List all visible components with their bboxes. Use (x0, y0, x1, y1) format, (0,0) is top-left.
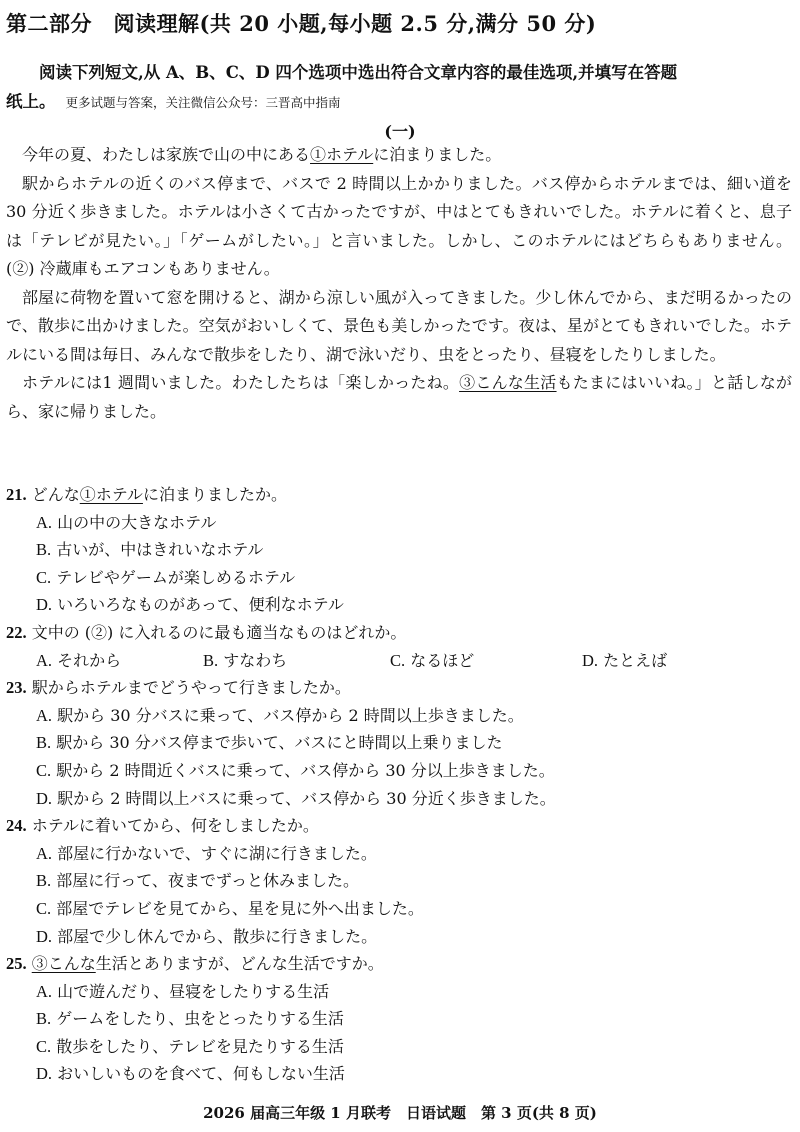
section-title: 第二部分 阅读理解(共 20 小题,每小题 2.5 分,满分 50 分) (6, 11, 597, 36)
question-21-option-d[interactable] (6, 591, 792, 619)
question-23-number: 23. (6, 678, 27, 698)
passage-paragraph-2: 駅からホテルの近くのバス停まで、バスで 2 時間以上かかりました。バス停からホテルまでは、細い道を30 分近く歩きました。ホテルは小さくて古かったですが、中はとてもきれいでした。ホテルに着くと、息子は「テレビが見たい。」「ゲームがしたい。」と言いました。しかし、このホテルにはどちらもありません。(②) 冷蔵庫もエアコンもありません。 (6, 173, 792, 278)
passage-paragraph-3: 部屋に荷物を置いて窓を開けると、湖から涼しい風が入ってきました。少し休んでから、まだ明るかったので、散歩に出かけました。空気がおいしくて、景色も美しかったです。夜は、星がとてもきれいでした。ホテルにいる間は毎日、みんなで散歩をしたり、湖で泳いだり、虫をとったり、昼寝をしたりしました。 (6, 287, 792, 364)
option-letter: A. (36, 650, 53, 670)
question-23-option-c[interactable] (6, 757, 792, 785)
option-text: 山で遊んだり、昼寝をしたりする生活 (57, 981, 330, 1001)
option-text: なるほど (410, 650, 475, 670)
q21-marked-text: ①ホテル (79, 485, 143, 504)
question-25-option-c[interactable] (6, 1033, 792, 1061)
promo-note: 更多试题与答案，关注微信公众号：三晋高中指南 (65, 95, 341, 110)
option-letter: D. (36, 595, 53, 615)
instructions-line-1: 阅读下列短文,从 A、B、C、D 四个选项中选出符合文章内容的最佳选项,并填写在答题 (39, 63, 678, 82)
question-25-stem (6, 950, 792, 978)
page-footer: 2026 届高三年级 1 月联考 日语试题 第 3 页(共 8 页) (203, 1104, 597, 1122)
p4-before: ホテルには1 週間いました。わたしたちは「楽しかったね。 (22, 373, 460, 392)
question-21-option-c[interactable] (6, 564, 792, 592)
option-letter: C. (390, 650, 406, 670)
marked-text-hotel: ①ホテル (310, 145, 374, 164)
option-text: いろいろなものがあって、便利なホテル (57, 595, 344, 615)
question-24-option-c[interactable] (6, 895, 792, 923)
option-text: すなわち (223, 650, 288, 670)
option-text: 駅から 30 分バス停まで歩いて、バスにと時間以上乗りました (56, 733, 503, 753)
question-25-option-b[interactable] (6, 1005, 792, 1033)
reading-passage (6, 141, 792, 426)
question-24-number: 24. (6, 816, 27, 836)
q21-stem-after: に泊まりましたか。 (142, 485, 287, 504)
instructions-line-2-text: 纸上。 (6, 92, 56, 111)
option-letter: C. (36, 760, 52, 780)
question-24-option-a[interactable] (6, 840, 792, 868)
passage-paragraph-1 (6, 141, 792, 170)
question-21-option-a[interactable] (6, 509, 792, 537)
question-22-options (6, 647, 792, 675)
passage-number: (一) (384, 122, 416, 141)
option-letter: A. (36, 981, 53, 1001)
q22-stem-text: 文中の (②) に入れるのに最も適当なものはどれか。 (31, 622, 407, 642)
option-text: テレビやゲームが楽しめるホテル (56, 567, 296, 587)
option-text: ゲームをしたり、虫をとったりする生活 (56, 1009, 344, 1029)
option-letter: D. (36, 788, 53, 808)
q24-stem-text: ホテルに着いてから、何をしましたか。 (31, 816, 319, 836)
p1-after: に泊まりました。 (373, 145, 502, 164)
q25-marked-text: ③こんな (31, 954, 96, 974)
option-letter: B. (36, 733, 52, 753)
option-text: 散歩をしたり、テレビを見たりする生活 (56, 1036, 344, 1056)
q25-stem-after: 生活とありますが、どんな生活ですか。 (95, 954, 384, 974)
instructions-line-2 (6, 87, 796, 117)
passage-paragraph-4 (6, 369, 792, 426)
option-letter: A. (36, 705, 53, 725)
option-text: 駅から 30 分バスに乗って、バス停から 2 時間以上歩きました。 (57, 705, 524, 725)
option-letter: B. (36, 871, 52, 891)
option-text: 部屋でテレビを見てから、星を見に外へ出ました。 (56, 898, 424, 918)
option-text: 山の中の大きなホテル (57, 512, 217, 532)
question-21-option-b[interactable] (6, 536, 792, 564)
question-24-stem (6, 812, 792, 840)
question-25-option-a[interactable] (6, 978, 792, 1006)
questions (6, 481, 792, 1088)
option-letter: D. (36, 926, 53, 946)
q21-stem-before: どんな (31, 485, 80, 504)
question-22-option-a[interactable] (36, 647, 121, 675)
question-22-option-d[interactable] (582, 647, 667, 675)
question-24-option-d[interactable] (6, 923, 792, 951)
option-letter: D. (36, 1064, 53, 1084)
question-21-stem (6, 481, 792, 509)
p1-before: 今年の夏、わたしは家族で山の中にある (22, 145, 311, 164)
question-22-option-c[interactable] (390, 647, 474, 675)
p4-after: もたまにはいいね。」と話しながら、家に帰りました。 (6, 373, 792, 421)
question-23-option-a[interactable] (6, 702, 792, 730)
option-text: 駅から 2 時間近くバスに乗って、バス停から 30 分以上歩きました。 (56, 760, 555, 780)
question-25-number: 25. (6, 954, 27, 974)
option-letter: B. (203, 650, 219, 670)
instructions (6, 58, 796, 117)
option-text: おいしいものを食べて、何もしない生活 (57, 1064, 345, 1084)
option-text: 部屋で少し休んでから、散歩に行きました。 (57, 926, 378, 946)
question-25-option-d[interactable] (6, 1060, 792, 1088)
question-23-option-b[interactable] (6, 729, 792, 757)
q23-stem-text: 駅からホテルまでどうやって行きましたか。 (31, 678, 351, 698)
option-letter: B. (36, 1009, 52, 1029)
question-22-number: 22. (6, 622, 27, 642)
option-text: それから (57, 650, 122, 670)
option-text: 古いが、中はきれいなホテル (56, 540, 264, 560)
option-letter: D. (582, 650, 599, 670)
question-21-number: 21. (6, 485, 27, 504)
option-text: 部屋に行って、夜までずっと休みました。 (56, 871, 359, 891)
option-letter: C. (36, 1036, 52, 1056)
option-letter: C. (36, 898, 52, 918)
option-letter: A. (36, 512, 53, 532)
option-letter: C. (36, 567, 52, 587)
option-text: 部屋に行かないで、すぐに湖に行きました。 (57, 843, 377, 863)
question-24-option-b[interactable] (6, 867, 792, 895)
question-22-option-b[interactable] (203, 647, 287, 675)
option-letter: A. (36, 843, 53, 863)
option-text: 駅から 2 時間以上バスに乗って、バス停から 30 分近く歩きました。 (57, 788, 556, 808)
question-22-stem (6, 619, 792, 647)
marked-text-konna-seikatsu: ③こんな生活 (459, 373, 557, 392)
option-text: たとえば (603, 650, 668, 670)
option-letter: B. (36, 540, 52, 560)
question-23-stem (6, 674, 792, 702)
question-23-option-d[interactable] (6, 785, 792, 813)
